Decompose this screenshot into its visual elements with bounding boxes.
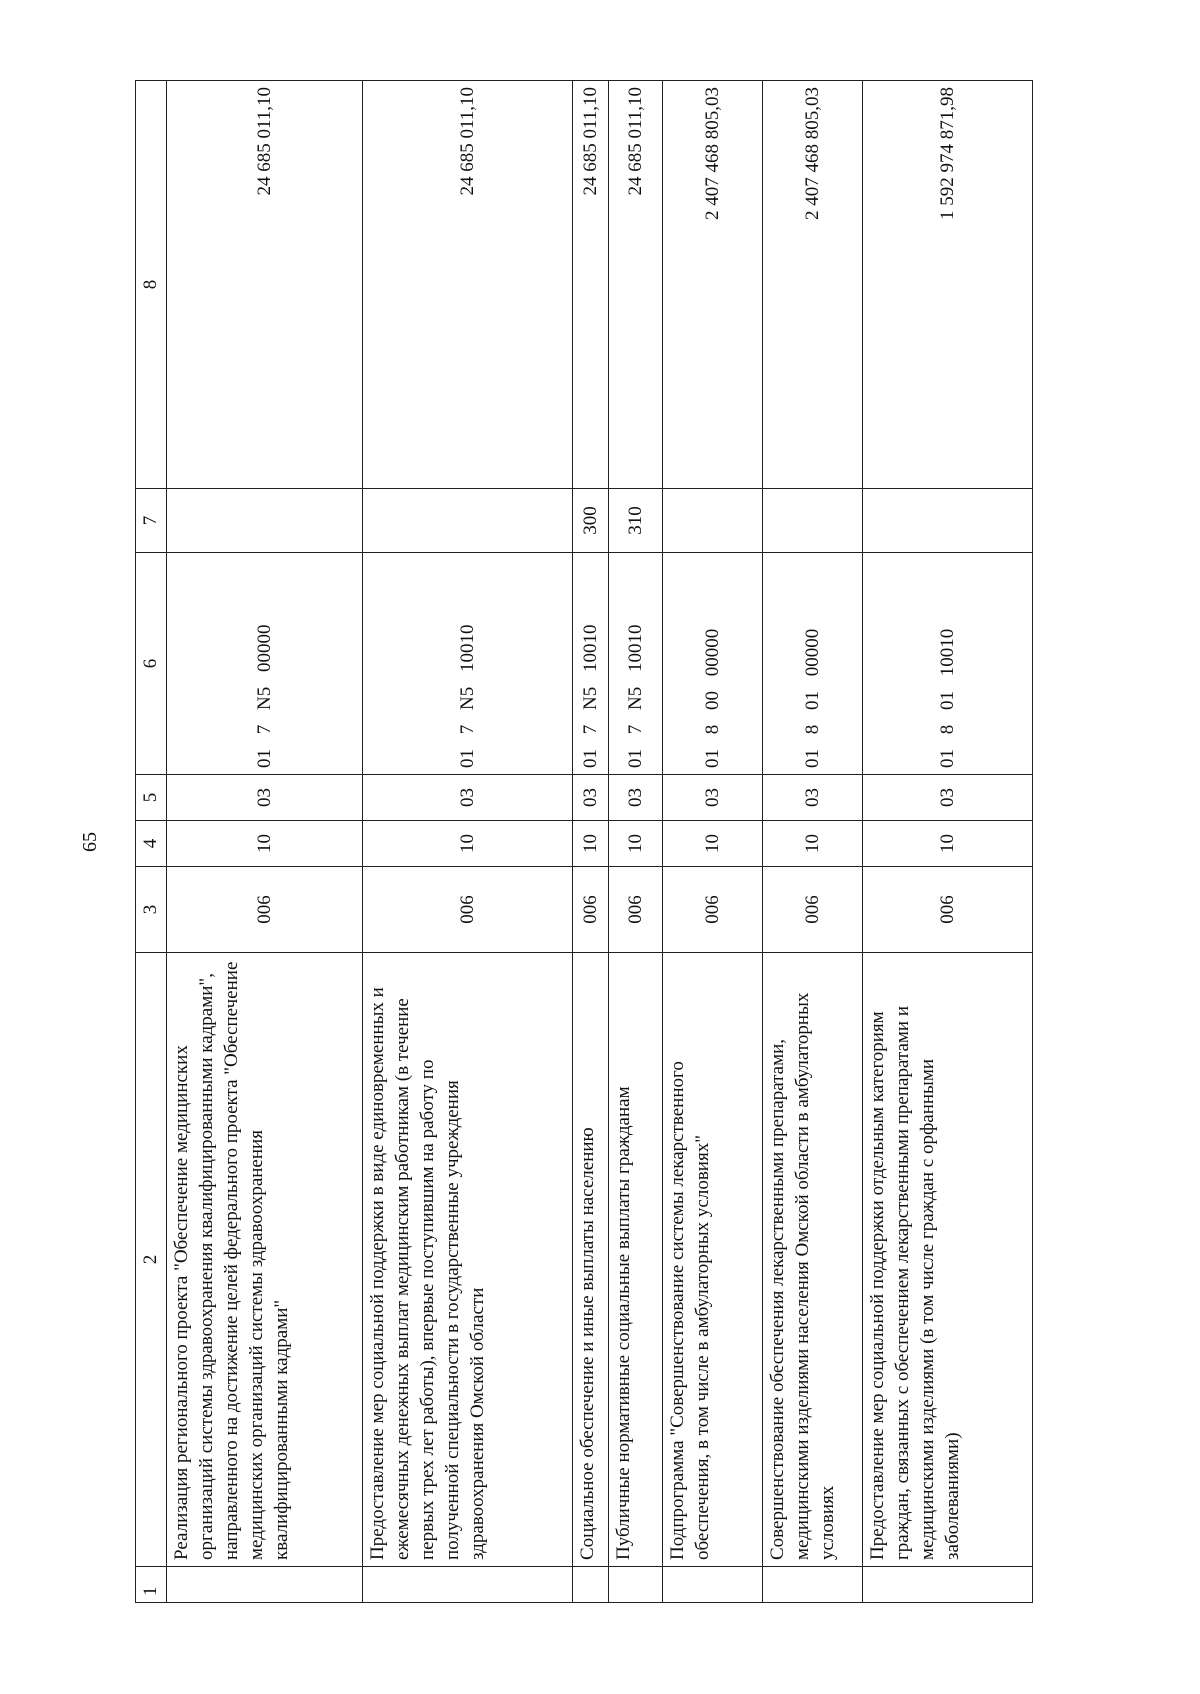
col-header-4: 4	[136, 821, 167, 867]
ministry-code-cell: 006	[863, 867, 1033, 953]
target-article-cell: 01 8 01 00000	[763, 553, 863, 775]
amount-cell: 24 685 011,10	[167, 81, 363, 489]
row-number-cell	[863, 1567, 1033, 1603]
ministry-code-cell: 006	[763, 867, 863, 953]
subsection-code-cell: 03	[573, 775, 609, 821]
col-header-3: 3	[136, 867, 167, 953]
row-number-cell	[763, 1567, 863, 1603]
target-article-cell: 01 7 N5 00000	[167, 553, 363, 775]
col-header-7: 7	[136, 489, 167, 553]
expense-type-cell	[663, 489, 763, 553]
section-code-cell: 10	[167, 821, 363, 867]
amount-cell: 24 685 011,10	[363, 81, 573, 489]
subsection-code-cell: 03	[609, 775, 663, 821]
subsection-code-cell: 03	[363, 775, 573, 821]
section-code-cell: 10	[573, 821, 609, 867]
item-name-cell: Реализация регионального проекта "Обеспечение медицинских организаций системы здравоохранения квалифицированными кадрами", направленного на достижение целей федерального проекта "Обеспечение медицинских организаций системы здравоохранения квалифицированными кадрами"	[167, 953, 363, 1567]
section-code-cell: 10	[363, 821, 573, 867]
table-row	[363, 81, 573, 1603]
subsection-code-cell: 03	[863, 775, 1033, 821]
row-number-cell	[363, 1567, 573, 1603]
section-code-cell: 10	[863, 821, 1033, 867]
expense-type-cell: 300	[573, 489, 609, 553]
ministry-code-cell: 006	[167, 867, 363, 953]
table-row	[609, 81, 663, 1603]
expense-type-cell	[763, 489, 863, 553]
col-header-1: 1	[136, 1567, 167, 1603]
target-article-cell: 01 8 01 10010	[863, 553, 1033, 775]
amount-cell: 24 685 011,10	[573, 81, 609, 489]
target-article-cell: 01 7 N5 10010	[573, 553, 609, 775]
target-article-cell: 01 7 N5 10010	[609, 553, 663, 775]
expense-type-cell	[863, 489, 1033, 553]
ministry-code-cell: 006	[573, 867, 609, 953]
subsection-code-cell: 03	[763, 775, 863, 821]
target-article-cell: 01 7 N5 10010	[363, 553, 573, 775]
table-row	[167, 81, 363, 1603]
page-number: 65	[79, 832, 101, 852]
item-name-cell: Подпрограмма "Совершенствование системы лекарственного обеспечения, в том числе в амбулаторных условиях"	[663, 953, 763, 1567]
item-name-cell: Предоставление мер социальной поддержки отдельным категориям граждан, связанных с обеспечением лекарственными препаратами и медицинскими изделиями (в том числе граждан с орфанными заболеваниями)	[863, 953, 1033, 1567]
amount-cell: 1 592 974 871,98	[863, 81, 1033, 489]
col-header-6: 6	[136, 553, 167, 775]
item-name-cell: Совершенствование обеспечения лекарственными препаратами, медицинскими изделиями населения Омской области в амбулаторных условиях	[763, 953, 863, 1567]
ministry-code-cell: 006	[609, 867, 663, 953]
amount-cell: 24 685 011,10	[609, 81, 663, 489]
item-name-cell: Предоставление мер социальной поддержки в виде единовременных и ежемесячных денежных выплат медицинским работникам (в течение первых трех лет работы), впервые поступившим на работу по полученной специальности в государственные учреждения здравоохранения Омской области	[363, 953, 573, 1567]
table-row	[573, 81, 609, 1603]
row-number-cell	[609, 1567, 663, 1603]
row-number-cell	[167, 1567, 363, 1603]
ministry-code-cell: 006	[363, 867, 573, 953]
expense-type-cell	[363, 489, 573, 553]
row-number-cell	[663, 1567, 763, 1603]
col-header-8: 8	[136, 81, 167, 489]
table-row	[863, 81, 1033, 1603]
amount-cell: 2 407 468 805,03	[763, 81, 863, 489]
section-code-cell: 10	[609, 821, 663, 867]
expense-type-cell	[167, 489, 363, 553]
target-article-cell: 01 8 00 00000	[663, 553, 763, 775]
table-row	[763, 81, 863, 1603]
section-code-cell: 10	[663, 821, 763, 867]
col-header-2: 2	[136, 953, 167, 1567]
subsection-code-cell: 03	[167, 775, 363, 821]
budget-table	[135, 80, 1033, 1603]
expense-type-cell: 310	[609, 489, 663, 553]
item-name-cell: Публичные нормативные социальные выплаты гражданам	[609, 953, 663, 1567]
item-name-cell: Социальное обеспечение и иные выплаты населению	[573, 953, 609, 1567]
table-row	[663, 81, 763, 1603]
col-header-5: 5	[136, 775, 167, 821]
section-code-cell: 10	[763, 821, 863, 867]
row-number-cell	[573, 1567, 609, 1603]
ministry-code-cell: 006	[663, 867, 763, 953]
amount-cell: 2 407 468 805,03	[663, 81, 763, 489]
header-row	[136, 81, 167, 1603]
subsection-code-cell: 03	[663, 775, 763, 821]
rotated-page	[79, 81, 1085, 1603]
